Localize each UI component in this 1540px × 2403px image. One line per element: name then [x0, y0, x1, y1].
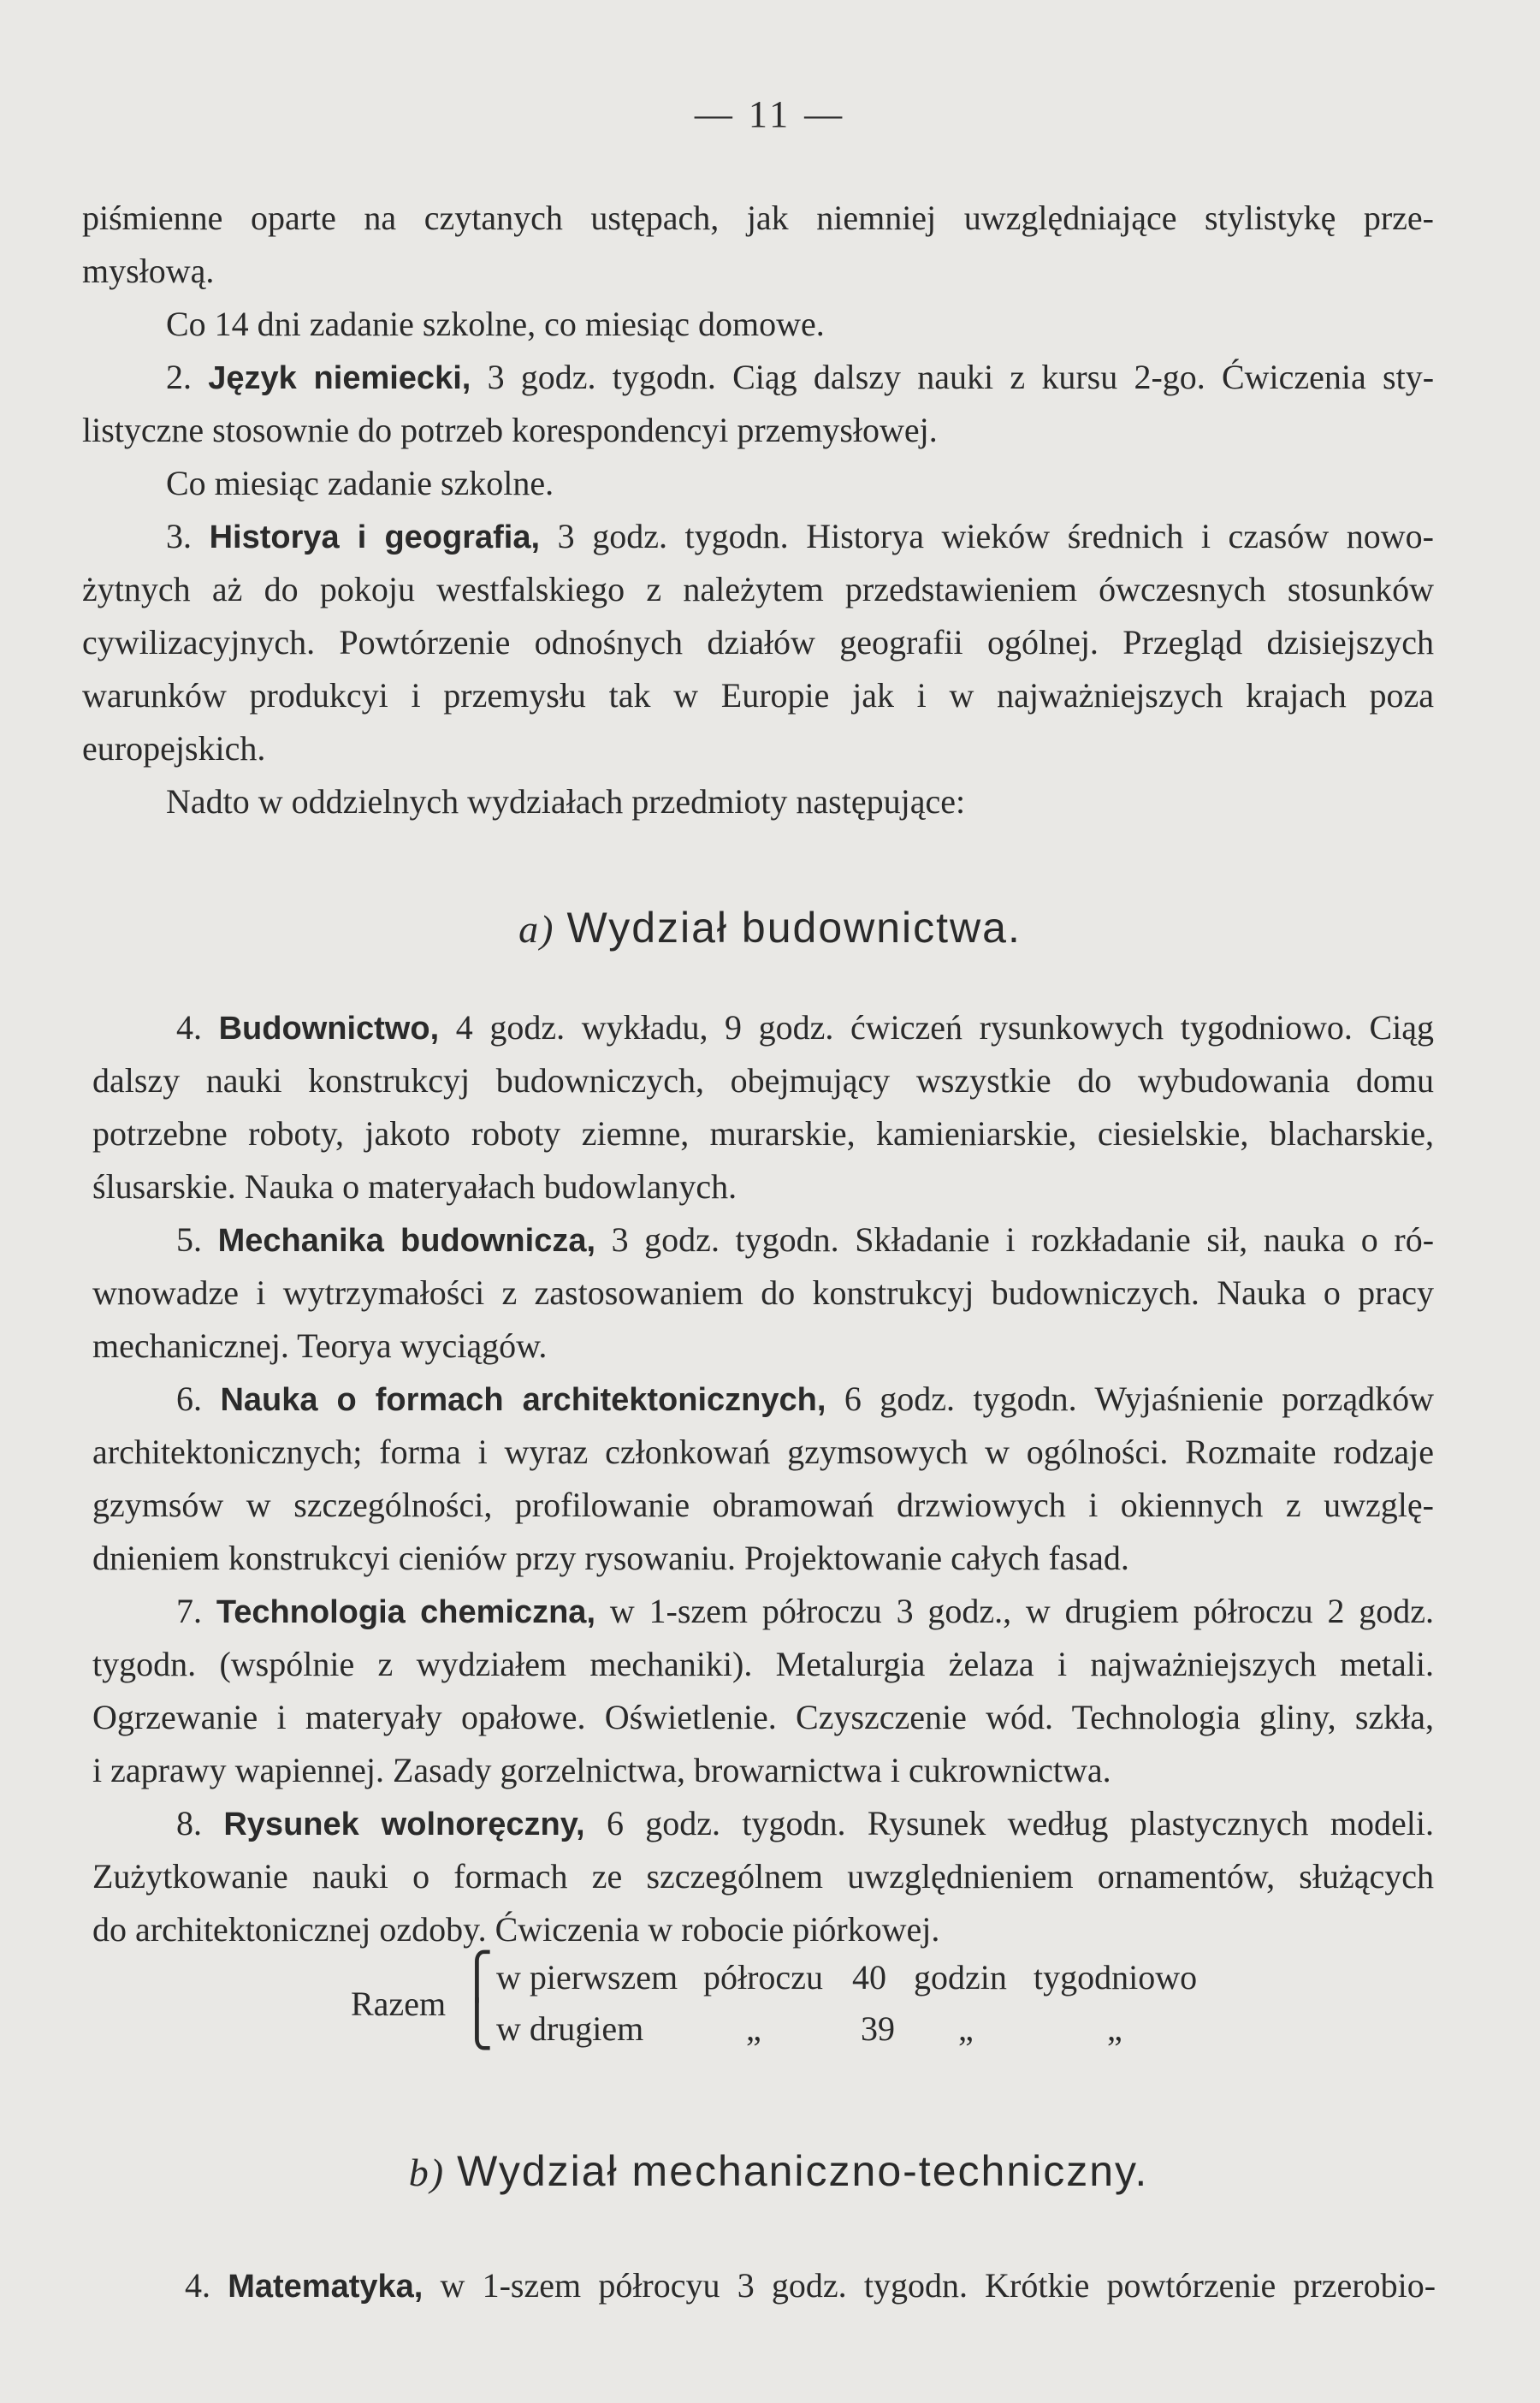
item-title: Matematyka,	[228, 2269, 424, 2305]
item-title: Nauka o formach architektonicznych,	[220, 1382, 826, 1418]
item-text: 6 godz. tygodn. Wyjaśnienie porządków	[844, 1380, 1435, 1418]
item-text: 6 godz. tygodn. Rysunek według plastycznych modeli.	[606, 1804, 1435, 1842]
item-number: 5.	[176, 1220, 202, 1259]
text-line: żytnych aż do pokoju westfalskiego z należytem przedstawieniem ówczesnych stosunków	[82, 570, 1434, 608]
text-line: Ogrzewanie i materyały opałowe. Oświetlenie. Czyszczenie wód. Technologia gliny, szkła,	[92, 1698, 1434, 1736]
section-title: Wydział budownictwa.	[566, 904, 1022, 952]
item-title: Technologia chemiczna,	[216, 1594, 596, 1630]
text-line: Nadto w oddzielnych wydziałach przedmioty następujące:	[166, 782, 966, 821]
paragraph-item-4	[92, 1001, 1434, 1054]
text-line: dnieniem konstrukcyi cieniów przy rysowaniu. Projektowanie całych fasad.	[92, 1539, 1129, 1577]
item-text: w 1-szem półroczu 3 godz., w drugiem półroczu 2 godz.	[609, 1592, 1435, 1630]
brace-top: ⎧	[460, 1953, 494, 2002]
item-title: Rysunek wolnoręczny,	[223, 1807, 585, 1842]
summary-cell: 39	[861, 2009, 895, 2048]
text-line: warunków produkcyi i przemysłu tak w Europie jak i w najważniejszych krajach poza	[82, 676, 1434, 715]
summary-row-2	[496, 2008, 1122, 2049]
text-line: piśmienne oparte na czytanych ustępach, jak niemniej uwzględniające stylistykę prze-	[82, 199, 1434, 237]
item-title: Budownictwo,	[218, 1011, 440, 1047]
item-text: 3 godz. tygodn. Ciąg dalszy nauki z kursu 2-go. Ćwiczenia sty-	[487, 358, 1435, 396]
summary-cell: „	[1107, 2009, 1122, 2048]
item-text: 4 godz. wykładu, 9 godz. ćwiczeń rysunkowych tygodniowo. Ciąg	[455, 1008, 1435, 1047]
paragraph-item-3	[82, 510, 1434, 563]
summary-cell: „	[958, 2009, 974, 2048]
item-number: 8.	[176, 1804, 202, 1842]
section-heading-a	[0, 903, 1540, 952]
text-line: europejskich.	[82, 729, 266, 768]
text-line: tygodn. (wspólnie z wydziałem mechaniki). Metalurgia żelaza i najważniejszych metali.	[92, 1645, 1434, 1683]
summary-cell: tygodniowo	[1034, 1958, 1198, 1997]
summary-cell: w drugiem	[496, 2009, 644, 2048]
text-line: cywilizacyjnych. Powtórzenie odnośnych działów geografii ogólnej. Przegląd dzisiejszych	[82, 623, 1434, 662]
item-title: Historya i geografia,	[209, 519, 541, 555]
summary-cell: półroczu	[703, 1958, 823, 1997]
section-letter: b)	[408, 2151, 446, 2194]
text-line: mechanicznej. Teorya wyciągów.	[92, 1326, 548, 1365]
paragraph-item-8	[92, 1797, 1434, 1850]
text-section-1	[82, 192, 1434, 828]
text-section-3	[101, 2259, 1436, 2312]
page-number: — 11 —	[694, 93, 846, 135]
summary-cell: w pierwszem	[496, 1958, 678, 1997]
section-heading-b	[0, 2146, 1540, 2196]
brace-bottom: ⎩	[460, 2001, 494, 2050]
item-number: 4.	[176, 1008, 202, 1047]
text-section-2	[92, 1001, 1434, 1956]
item-text: 3 godz. tygodn. Składanie i rozkładanie sił, nauka o ró-	[611, 1220, 1435, 1259]
item-number: 3.	[166, 517, 192, 555]
summary-label: Razem	[351, 1985, 447, 2023]
paragraph-item-2	[82, 351, 1434, 404]
summary-cell: godzin	[914, 1958, 1007, 1997]
text-line: potrzebne roboty, jakoto roboty ziemne, murarskie, kamieniarskie, ciesielskie, blacharskie,	[92, 1114, 1434, 1153]
paragraph-item-5	[92, 1213, 1434, 1267]
item-text: 3 godz. tygodn. Historya wieków średnich i czasów nowo-	[557, 517, 1435, 555]
item-title: Mechanika budownicza,	[217, 1223, 596, 1259]
text-line: ślusarskie. Nauka o materyałach budowlanych.	[92, 1167, 737, 1206]
item-number: 7.	[176, 1592, 202, 1630]
paragraph-item-7	[92, 1585, 1434, 1638]
text-line: architektonicznych; forma i wyraz członkowań gzymsowych w ogólności. Rozmaite rodzaje	[92, 1433, 1434, 1471]
text-line: wnowadze i wytrzymałości z zastosowaniem do konstrukcyj budowniczych. Nauka o pracy	[92, 1273, 1434, 1312]
text-line: dalszy nauki konstrukcyj budowniczych, obejmujący wszystkie do wybudowania domu	[92, 1061, 1434, 1100]
text-line: mysłową.	[82, 252, 215, 290]
item-number: 6.	[176, 1380, 202, 1418]
summary-cell: 40	[852, 1958, 886, 1997]
paragraph-item-4b	[101, 2259, 1436, 2312]
item-number: 2.	[166, 358, 192, 396]
text-line: Zużytkowanie nauki o formach ze szczególnem uwzględnieniem ornamentów, służących	[92, 1857, 1434, 1896]
summary-row-1	[496, 1957, 1197, 1997]
text-line: gzymsów w szczególności, profilowanie obramowań drzwiowych i okiennych z uwzglę-	[92, 1486, 1434, 1524]
section-letter: a)	[518, 907, 555, 951]
item-number: 4.	[185, 2266, 210, 2305]
text-line: listyczne stosownie do potrzeb korespondencyi przemysłowej.	[82, 411, 938, 449]
text-line: Co 14 dni zadanie szkolne, co miesiąc domowe.	[166, 305, 825, 343]
text-line: do architektonicznej ozdoby. Ćwiczenia w robocie piórkowej.	[92, 1910, 940, 1949]
item-title: Język niemiecki,	[208, 360, 471, 396]
summary-cell: „	[746, 2009, 761, 2048]
paragraph-item-6	[92, 1373, 1434, 1426]
text-line: Co miesiąc zadanie szkolne.	[166, 464, 554, 502]
section-title: Wydział mechaniczno-techniczny.	[457, 2147, 1149, 2195]
text-line: i zaprawy wapiennej. Zasady gorzelnictwa, browarnictwa i cukrownictwa.	[92, 1751, 1111, 1789]
item-text: w 1-szem półrocyu 3 godz. tygodn. Krótkie powtórzenie przerobio-	[440, 2266, 1436, 2305]
